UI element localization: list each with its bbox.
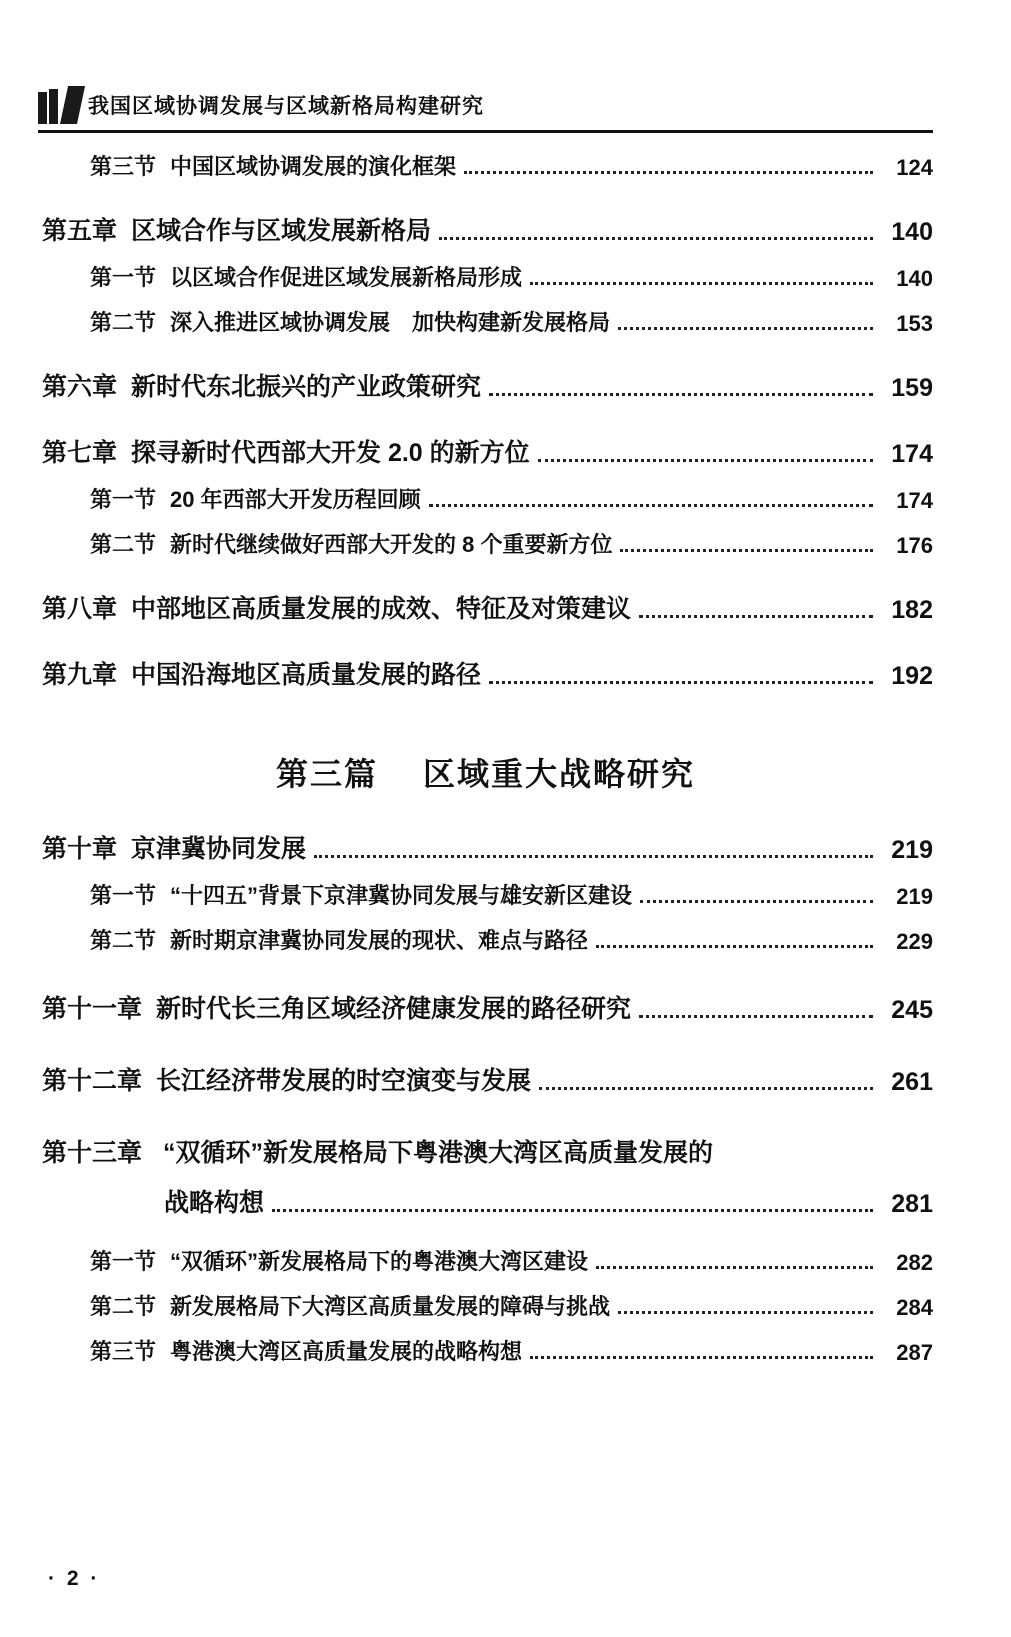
toc-entry-label: 第三节	[90, 154, 157, 179]
toc-leader-dots	[618, 327, 873, 330]
toc-entry[interactable]	[38, 1061, 933, 1097]
toc-entry[interactable]	[38, 655, 933, 691]
toc-entry[interactable]	[38, 528, 933, 559]
toc-page-number: 261	[891, 1068, 933, 1096]
toc-entry[interactable]	[38, 1290, 933, 1321]
toc-entry-title: 新时期京津冀协同发展的现状、难点与路径	[170, 928, 589, 953]
toc-page-number: 174	[891, 440, 933, 468]
toc-entry-title: 深入推进区域协调发展 加快构建新发展格局	[170, 310, 611, 335]
toc-leader-dots	[640, 900, 873, 903]
toc-entry-label: 第三节	[90, 1339, 157, 1364]
toc-entry-label: 第一节	[90, 1249, 157, 1274]
toc-entry[interactable]	[38, 924, 933, 955]
toc-entry-title: 区域合作与区域发展新格局	[131, 217, 432, 245]
toc-leader-dots	[596, 945, 873, 948]
toc-leader-dots	[639, 615, 873, 618]
toc-entry-label: 第十一章	[42, 995, 143, 1023]
toc-entry-title: “双循环”新发展格局下的粤港澳大湾区建设	[170, 1249, 589, 1274]
toc-entry-label: 第十三章	[42, 1139, 143, 1167]
toc-entry[interactable]	[38, 829, 933, 865]
toc-leader-dots	[464, 171, 873, 174]
toc-entry-title: 粤港澳大湾区高质量发展的战略构想	[170, 1339, 523, 1364]
toc-entry[interactable]	[38, 261, 933, 292]
toc-leader-dots	[618, 1311, 873, 1314]
toc-leader-dots	[639, 1015, 873, 1018]
toc-entry-label: 第一节	[90, 487, 157, 512]
table-of-contents	[38, 150, 933, 1366]
toc-leader-dots	[489, 681, 873, 684]
toc-entry-title: 新发展格局下大湾区高质量发展的障碍与挑战	[170, 1294, 611, 1319]
toc-leader-dots	[538, 459, 873, 462]
toc-page-number: 287	[896, 1340, 933, 1365]
toc-entry-title: 新时代东北振兴的产业政策研究	[131, 373, 482, 401]
toc-page-number: 219	[891, 836, 933, 864]
toc-page-number: 284	[896, 1295, 933, 1320]
toc-leader-dots	[596, 1266, 873, 1269]
toc-entry[interactable]	[38, 589, 933, 625]
toc-entry-title: 探寻新时代西部大开发 2.0 的新方位	[131, 439, 530, 467]
toc-entry-label: 第二节	[90, 532, 157, 557]
toc-entry[interactable]	[38, 367, 933, 403]
toc-entry-label: 第一节	[90, 265, 157, 290]
toc-leader-dots	[530, 1356, 873, 1359]
toc-entry-label: 第二节	[90, 928, 157, 953]
toc-entry-title: 中国区域协调发展的演化框架	[170, 154, 457, 179]
part-heading	[38, 749, 933, 795]
toc-leader-dots	[620, 549, 873, 552]
toc-page-number: 219	[896, 884, 933, 909]
toc-entry-label: 第十二章	[42, 1067, 143, 1095]
toc-entry-label: 第一节	[90, 883, 157, 908]
toc-entry-label: 第十章	[42, 835, 118, 863]
running-header	[38, 84, 933, 142]
header-divider	[38, 130, 933, 133]
toc-entry-label: 第二节	[90, 1294, 157, 1319]
toc-page-number: 192	[891, 662, 933, 690]
toc-entry[interactable]	[38, 211, 933, 247]
toc-page-number: 153	[896, 311, 933, 336]
toc-leader-dots	[539, 1087, 873, 1090]
toc-entry[interactable]	[38, 879, 933, 910]
toc-page-number: 174	[896, 488, 933, 513]
toc-entry-title-line2: 战略构想	[164, 1189, 265, 1217]
toc-entry-title: “十四五”背景下京津冀协同发展与雄安新区建设	[170, 883, 633, 908]
toc-entry[interactable]	[38, 989, 933, 1025]
book-stack-icon	[38, 86, 78, 124]
toc-entry[interactable]	[38, 1245, 933, 1276]
toc-entry-label: 第七章	[42, 439, 118, 467]
toc-entry-title: 中国沿海地区高质量发展的路径	[131, 661, 482, 689]
toc-page-number: 229	[896, 929, 933, 954]
toc-leader-dots	[489, 393, 873, 396]
toc-entry-title: “双循环”新发展格局下粤港澳大湾区高质量发展的	[162, 1139, 713, 1167]
toc-entry-title: 京津冀协同发展	[131, 835, 307, 863]
toc-page-number: 176	[896, 533, 933, 558]
toc-entry-label: 第五章	[42, 217, 118, 245]
toc-leader-dots	[530, 282, 873, 285]
toc-entry[interactable]	[38, 306, 933, 337]
toc-entry-title: 新时代长三角区域经济健康发展的路径研究	[156, 995, 632, 1023]
toc-entry-title: 新时代继续做好西部大开发的 8 个重要新方位	[170, 532, 613, 557]
toc-leader-dots	[439, 237, 873, 240]
part-number: 第三篇	[276, 756, 379, 792]
toc-leader-dots	[429, 504, 873, 507]
header-title: 我国区域协调发展与区域新格局构建研究	[88, 95, 484, 118]
toc-page-number: 282	[896, 1250, 933, 1275]
toc-entry[interactable]	[38, 1335, 933, 1366]
toc-entry-title: 20 年西部大开发历程回顾	[170, 487, 421, 512]
toc-entry[interactable]	[38, 150, 933, 181]
toc-entry-label: 第九章	[42, 661, 118, 689]
toc-entry-title: 以区域合作促进区域发展新格局形成	[170, 265, 523, 290]
toc-entry-label: 第二节	[90, 310, 157, 335]
toc-page-number: 140	[891, 218, 933, 246]
toc-page-number: 140	[896, 266, 933, 291]
toc-leader-dots	[272, 1209, 873, 1212]
toc-page-number: 245	[891, 996, 933, 1024]
toc-entry-title: 中部地区高质量发展的成效、特征及对策建议	[131, 595, 632, 623]
toc-entry-title: 长江经济带发展的时空演变与发展	[156, 1067, 532, 1095]
toc-page-number: 124	[896, 155, 933, 180]
toc-page-number: 159	[891, 374, 933, 402]
part-title: 区域重大战略研究	[422, 756, 695, 792]
toc-entry-label: 第六章	[42, 373, 118, 401]
toc-entry[interactable]	[38, 433, 933, 469]
toc-leader-dots	[314, 855, 873, 858]
toc-page-number: 281	[891, 1190, 933, 1218]
page-footer: · 2 ·	[48, 1567, 101, 1590]
toc-entry-label: 第八章	[42, 595, 118, 623]
toc-page-number: 182	[891, 596, 933, 624]
toc-entry[interactable]	[38, 1133, 933, 1219]
toc-entry[interactable]	[38, 483, 933, 514]
